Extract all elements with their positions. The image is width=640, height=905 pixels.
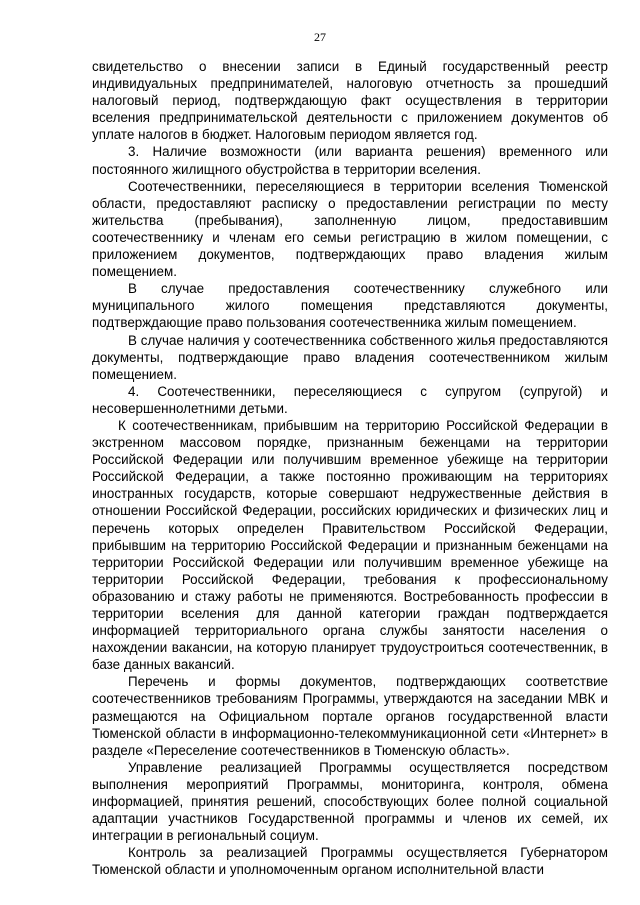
paragraph-own-housing: В случае наличия у соотечественника собственного жилья предоставляются документы, подтверждающие право владения соотечественником жилым помещением. bbox=[92, 332, 608, 382]
paragraph-refugees-requirements: К соотечественникам, прибывшим на территорию Российской Федерации в экстренном массовом порядке, признанным беженцами на территории Российской Федерации или получившим временное убежище на территории Российской Федерации, а также постоянно проживающим на территориях иностранных государств, которые совершают недружественные действия в отношении Российской Федерации, российских юридических и физических лиц и перечень которых определен Правительством Российской Федерации, прибывшим на территорию Российской Федерации и признанным беженцами на территории Российской Федерации или получившим временное убежище на территории Российской Федерации, требования к профессиональному образованию и стажу работы не применяются. Востребованность профессии в территории вселения для данной категории граждан подтверждается информацией территориального органа службы занятости населения о нахождении вакансии, на которую планирует трудоустроиться соотечественник, в базе данных вакансий. bbox=[92, 417, 608, 673]
paragraph-item-3-housing: 3. Наличие возможности (или варианта решения) временного или постоянного жилищного обустройства в территории вселения. bbox=[92, 144, 608, 177]
paragraph-registration-receipt: Соотечественники, переселяющиеся в территории вселения Тюменской области, предоставляют расписку о предоставлении регистрации по месту жительства (пребывания), заполненную лицом, предоставившим соотечественнику и членам его семьи регистрацию в жилом помещении, с приложением документов, подтверждающих право владения жилым помещением. bbox=[92, 178, 608, 280]
page-number: 27 bbox=[314, 30, 326, 44]
paragraph-item-4-family: 4. Соотечественники, переселяющиеся с супругом (супругой) и несовершеннолетними детьми. bbox=[92, 383, 608, 416]
paragraph-registration-certificate: свидетельство о внесении записи в Единый государственный реестр индивидуальных предпринимателей, налоговую отчетность за прошедший налоговый период, подтверждающую факт осуществления в территории вселения предпринимательской деятельности с приложением документов об уплате налогов в бюджет. Налоговым периодом является год. bbox=[92, 59, 608, 143]
paragraph-service-housing: В случае предоставления соотечественнику служебного или муниципального жилого помещения представляются документы, подтверждающие право пользования соотечественника жилым помещением. bbox=[92, 281, 608, 331]
paragraph-program-management: Управление реализацией Программы осуществляется посредством выполнения мероприятий Программы, мониторинга, контроля, обмена информацией, принятия решений, способствующих более полной социальной адаптации участников Государственной программы и членов их семей, их интеграции в региональный социум. bbox=[92, 759, 608, 844]
document-body bbox=[92, 58, 608, 879]
paragraph-program-control: Контроль за реализацией Программы осуществляется Губернатором Тюменской области и уполномоченным органом исполнительной власти bbox=[92, 845, 608, 878]
paragraph-documents-list: Перечень и формы документов, подтверждающих соответствие соотечественников требованиям Программы, утверждаются на заседании МВК и размещаются на Официальном портале органов государственной власти Тюменской области в информационно-телекоммуникационной сети «Интернет» в разделе «Переселение соотечественников в Тюменскую область». bbox=[92, 674, 608, 758]
